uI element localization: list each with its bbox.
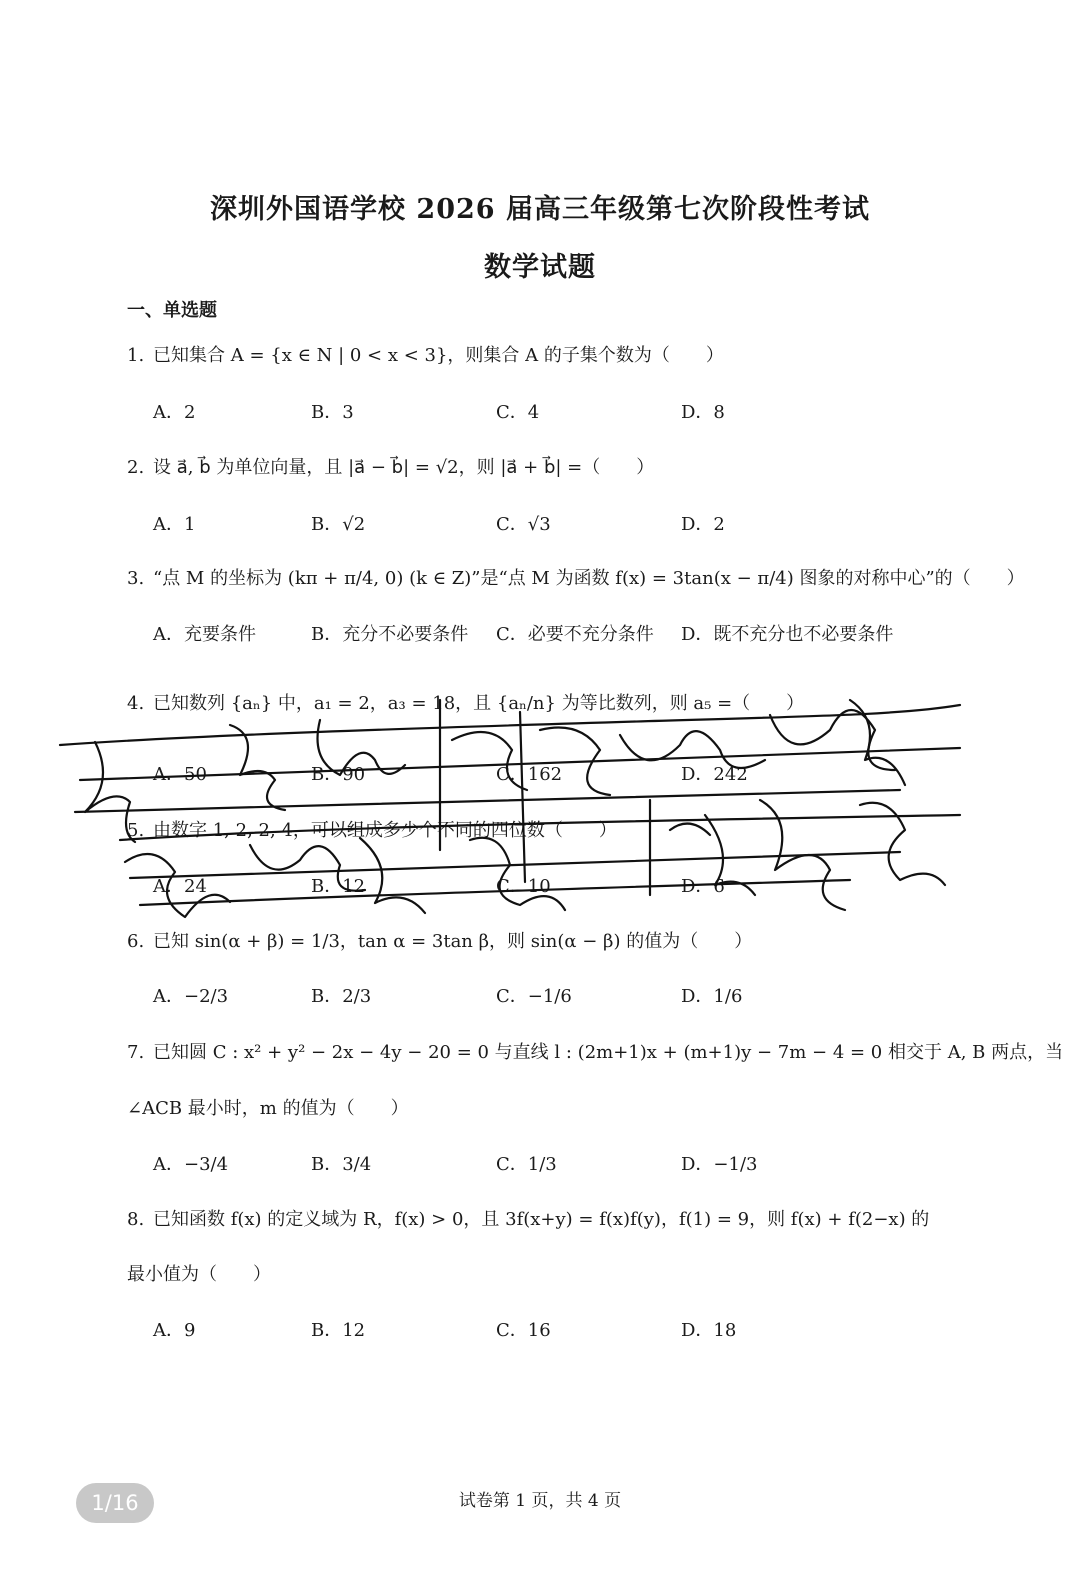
option-a: A．50	[153, 764, 207, 785]
question-number: 1.	[127, 345, 145, 366]
question-7-continued: ∠ACB 最小时，m 的值为（ ）	[127, 1098, 409, 1119]
option-b: B．√2	[311, 514, 366, 535]
option-c: C．4	[496, 402, 540, 423]
option-a: A．2	[153, 402, 196, 423]
question-text: 已知 sin(α + β) = 1/3，tan α = 3tan β，则 sin(α − β) 的值为（ ）	[153, 931, 753, 952]
question-number: 6.	[127, 931, 145, 952]
option-a: A．9	[153, 1320, 196, 1341]
question-number: 4.	[127, 693, 145, 714]
option-b: B．3	[311, 402, 354, 423]
question-number: 3.	[127, 568, 145, 589]
option-a: A．−3/4	[153, 1154, 229, 1175]
question-text: 已知函数 f(x) 的定义域为 R，f(x) > 0，且 3f(x+y) = f(x)f(y)，f(1) = 9，则 f(x) + f(2−x) 的	[153, 1209, 930, 1230]
question-text: 由数字 1, 2, 2, 4，可以组成多少个不同的四位数（ ）	[153, 820, 617, 841]
page-indicator[interactable]: 1/16	[76, 1483, 154, 1523]
option-b: B．充分不必要条件	[311, 624, 469, 645]
question-8-continued: 最小值为（ ）	[127, 1264, 271, 1285]
question-number: 8.	[127, 1209, 145, 1230]
option-b: B．3/4	[311, 1154, 372, 1175]
question-1	[127, 343, 724, 369]
question-2	[127, 455, 654, 481]
option-d: D．1/6	[681, 986, 743, 1007]
option-b: B．12	[311, 876, 366, 897]
section-heading: 一、单选题	[127, 300, 217, 321]
option-b: B．90	[311, 764, 366, 785]
question-7	[127, 1040, 1063, 1066]
question-text: “点 M 的坐标为 (kπ + π/4, 0) (k ∈ Z)”是“点 M 为函数 f(x) = 3tan(x − π/4) 图象的对称中心”的（ ）	[153, 568, 1025, 589]
question-text: 已知集合 A = {x ∈ N | 0 < x < 3}，则集合 A 的子集个数为（ ）	[153, 345, 724, 366]
option-d: D．既不充分也不必要条件	[681, 624, 894, 645]
exam-subtitle: 数学试题	[484, 252, 596, 283]
question-number: 7.	[127, 1042, 145, 1063]
question-number: 2.	[127, 457, 145, 478]
option-c: C．10	[496, 876, 551, 897]
question-3	[127, 566, 1025, 592]
option-c: C．162	[496, 764, 563, 785]
question-4	[127, 691, 804, 717]
question-8	[127, 1207, 929, 1233]
option-c: C．1/3	[496, 1154, 557, 1175]
exam-title: 深圳外国语学校 2026 届高三年级第七次阶段性考试	[210, 194, 870, 225]
option-b: B．12	[311, 1320, 366, 1341]
question-number: 5.	[127, 820, 145, 841]
option-c: C．−1/6	[496, 986, 572, 1007]
option-a: A．1	[153, 514, 196, 535]
option-a: A．−2/3	[153, 986, 229, 1007]
question-text: 已知圆 C : x² + y² − 2x − 4y − 20 = 0 与直线 l : (2m+1)x + (m+1)y − 7m − 4 = 0 相交于 A, B 两点，当	[153, 1042, 1064, 1063]
question-6	[127, 929, 752, 955]
question-5	[127, 818, 617, 844]
option-c: C．必要不充分条件	[496, 624, 654, 645]
page-footer: 试卷第 1 页，共 4 页	[458, 1491, 622, 1511]
question-text: 已知数列 {aₙ} 中，a₁ = 2，a₃ = 18，且 {aₙ/n} 为等比数列，则 a₅ =（ ）	[153, 693, 805, 714]
option-a: A．充要条件	[153, 624, 256, 645]
option-a: A．24	[153, 876, 207, 897]
question-text: 设 a⃗, b⃗ 为单位向量，且 |a⃗ − b⃗| = √2，则 |a⃗ + b⃗| =（ ）	[153, 457, 655, 478]
option-b: B．2/3	[311, 986, 372, 1007]
option-c: C．16	[496, 1320, 551, 1341]
option-d: D．−1/3	[681, 1154, 758, 1175]
option-d: D．6	[681, 876, 725, 897]
option-d: D．2	[681, 514, 725, 535]
option-c: C．√3	[496, 514, 551, 535]
option-d: D．8	[681, 402, 725, 423]
option-d: D．18	[681, 1320, 737, 1341]
option-d: D．242	[681, 764, 748, 785]
